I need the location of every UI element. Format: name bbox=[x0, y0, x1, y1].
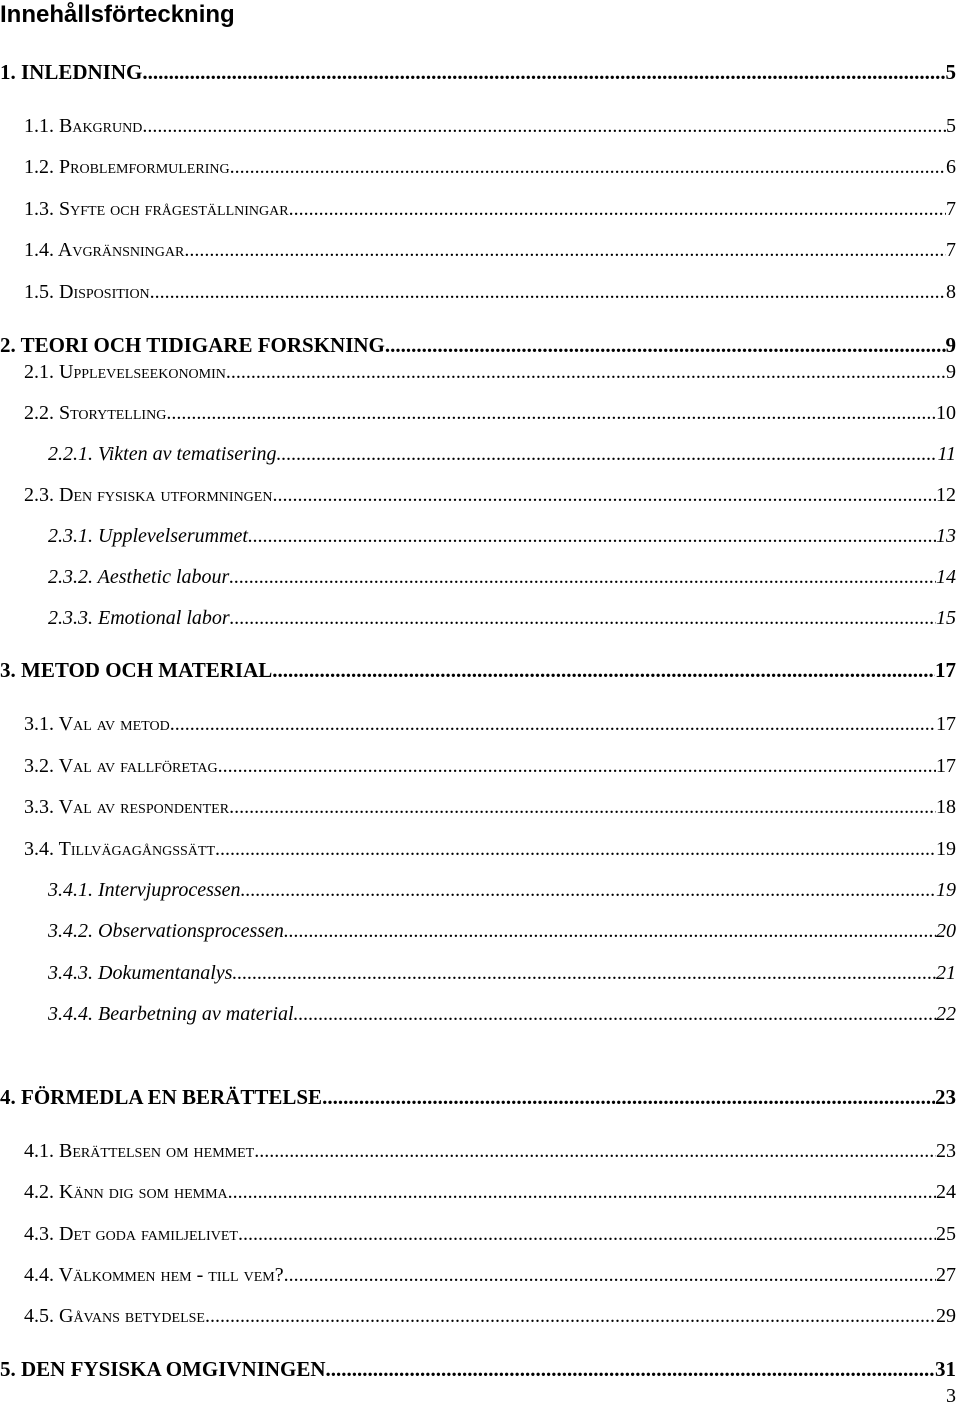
toc-entry-section[interactable] bbox=[24, 1264, 956, 1287]
toc-entry-subsection[interactable] bbox=[48, 607, 956, 630]
toc-entry-page: 29 bbox=[936, 1305, 956, 1327]
toc-entry-section[interactable] bbox=[24, 402, 956, 425]
toc-entry-label: 3.4.1. Intervjuprocessen bbox=[48, 879, 241, 901]
toc-entry-page: 13 bbox=[936, 525, 956, 547]
toc-entry-label: 1.1. Bakgrund bbox=[24, 115, 143, 137]
dot-leader bbox=[228, 1181, 936, 1204]
toc-entry-label: 2.3.3. Emotional labor bbox=[48, 607, 230, 629]
toc-entry-section[interactable] bbox=[24, 755, 956, 778]
toc-entry-label: 4.1. Berättelsen om hemmet bbox=[24, 1140, 255, 1162]
toc-entry-section[interactable] bbox=[24, 198, 956, 221]
dot-leader bbox=[142, 60, 945, 85]
toc-entry-subsection[interactable] bbox=[48, 962, 956, 985]
toc-entry-label: 3.3. Val av respondenter bbox=[24, 796, 230, 818]
dot-leader bbox=[142, 115, 946, 138]
toc-entry-page: 23 bbox=[935, 1085, 956, 1109]
toc-entry-section[interactable] bbox=[24, 1305, 956, 1328]
dot-leader bbox=[241, 879, 936, 902]
toc-entry-section[interactable] bbox=[24, 1181, 956, 1204]
dot-leader bbox=[232, 962, 936, 985]
toc-entry-label: 5. DEN FYSISKA OMGIVNINGEN bbox=[0, 1357, 326, 1381]
toc-entry-label: 1.3. Syfte och frågeställningar bbox=[24, 198, 289, 220]
dot-leader bbox=[226, 361, 946, 384]
toc-entry-label: 3.4.4. Bearbetning av material bbox=[48, 1003, 294, 1025]
toc-entry-page: 22 bbox=[936, 1003, 956, 1025]
toc-entry-page: 5 bbox=[946, 115, 956, 137]
toc-entry-label: 4.3. Det goda familjelivet bbox=[24, 1223, 238, 1245]
toc-entry-page: 21 bbox=[936, 962, 956, 984]
dot-leader bbox=[284, 920, 936, 943]
toc-entry-label: 1. INLEDNING bbox=[0, 60, 143, 84]
toc-entry-label: 3.2. Val av fallföretag bbox=[24, 755, 218, 777]
toc-entry-page: 7 bbox=[946, 198, 956, 220]
toc-entry-section[interactable] bbox=[24, 713, 956, 736]
dot-leader bbox=[289, 198, 946, 221]
toc-entry-chapter[interactable] bbox=[0, 1085, 956, 1110]
toc-entry-page: 7 bbox=[946, 239, 956, 261]
toc-entry-label: 1.5. Disposition bbox=[24, 281, 150, 303]
toc-entry-section[interactable] bbox=[24, 838, 956, 861]
toc-entry-page: 25 bbox=[936, 1223, 956, 1245]
dot-leader bbox=[284, 1264, 936, 1287]
dot-leader bbox=[215, 838, 936, 861]
toc-entry-section[interactable] bbox=[24, 239, 956, 262]
toc-entry-page: 18 bbox=[936, 796, 956, 818]
toc-entry-page: 12 bbox=[936, 484, 956, 506]
toc-entry-section[interactable] bbox=[24, 1140, 956, 1163]
toc-entry-label: 2.2.1. Vikten av tematisering bbox=[48, 443, 277, 465]
dot-leader bbox=[205, 1305, 936, 1328]
toc-entry-label: 2.3. Den fysiska utformningen bbox=[24, 484, 273, 506]
toc-entry-page: 24 bbox=[936, 1181, 956, 1203]
dot-leader bbox=[170, 713, 936, 736]
toc-entry-subsection[interactable] bbox=[48, 920, 956, 943]
toc-entry-label: 1.2. Problemformulering bbox=[24, 156, 230, 178]
page-title: Innehållsförteckning bbox=[0, 1, 235, 28]
toc-entry-page: 11 bbox=[937, 443, 956, 465]
toc-entry-page: 20 bbox=[936, 920, 956, 942]
dot-leader bbox=[326, 1357, 935, 1382]
toc-entry-page: 23 bbox=[936, 1140, 956, 1162]
toc-entry-chapter[interactable] bbox=[0, 333, 956, 358]
toc-entry-label: 3.4.3. Dokumentanalys bbox=[48, 962, 233, 984]
toc-entry-label: 4. FÖRMEDLA EN BERÄTTELSE bbox=[0, 1085, 323, 1109]
toc-entry-page: 27 bbox=[936, 1264, 956, 1286]
toc-entry-section[interactable] bbox=[24, 115, 956, 138]
toc-entry-subsection[interactable] bbox=[48, 525, 956, 548]
toc-entry-chapter[interactable] bbox=[0, 60, 956, 85]
toc-entry-label: 3. METOD OCH MATERIAL bbox=[0, 658, 273, 682]
toc-entry-label: 2. TEORI OCH TIDIGARE FORSKNING bbox=[0, 333, 385, 357]
toc-entry-label: 2.3.2. Aesthetic labour bbox=[48, 566, 230, 588]
toc-entry-label: 2.2. Storytelling bbox=[24, 402, 167, 424]
toc-entry-page: 9 bbox=[945, 333, 956, 357]
dot-leader bbox=[238, 1223, 936, 1246]
dot-leader bbox=[230, 607, 936, 630]
toc-entry-label: 2.1. Upplevelseekonomin bbox=[24, 361, 226, 383]
page-number: 3 bbox=[946, 1385, 956, 1407]
toc-entry-section[interactable] bbox=[24, 361, 956, 384]
toc-entry-section[interactable] bbox=[24, 484, 956, 507]
toc-entry-page: 6 bbox=[946, 156, 956, 178]
toc-entry-label: 4.2. Känn dig som hemma bbox=[24, 1181, 228, 1203]
toc-entry-page: 19 bbox=[936, 879, 956, 901]
dot-leader bbox=[184, 239, 946, 262]
toc-entry-page: 15 bbox=[936, 607, 956, 629]
dot-leader bbox=[150, 281, 946, 304]
toc-entry-label: 4.4. Välkommen hem - till vem? bbox=[24, 1264, 284, 1286]
toc-entry-page: 10 bbox=[936, 402, 956, 424]
toc-entry-page: 17 bbox=[935, 658, 956, 682]
dot-leader bbox=[272, 484, 936, 507]
toc-entry-label: 3.1. Val av metod bbox=[24, 713, 170, 735]
toc-entry-label: 2.3.1. Upplevelserummet bbox=[48, 525, 248, 547]
dot-leader bbox=[248, 525, 936, 548]
dot-leader bbox=[254, 1140, 936, 1163]
toc-entry-label: 1.4. Avgränsningar bbox=[24, 239, 185, 261]
toc-entry-page: 9 bbox=[946, 361, 956, 383]
toc-entry-section[interactable] bbox=[24, 796, 956, 819]
toc-entry-page: 5 bbox=[945, 60, 956, 84]
toc-entry-page: 31 bbox=[935, 1357, 956, 1381]
dot-leader bbox=[276, 443, 937, 466]
toc-entry-section[interactable] bbox=[24, 281, 956, 304]
toc-entry-label: 4.5. Gåvans betydelse bbox=[24, 1305, 205, 1327]
dot-leader bbox=[218, 755, 936, 778]
toc-entry-subsection[interactable] bbox=[48, 1003, 956, 1026]
toc-entry-label: 3.4.2. Observationsprocessen bbox=[48, 920, 284, 942]
toc-entry-section[interactable] bbox=[24, 156, 956, 179]
dot-leader bbox=[230, 156, 946, 179]
toc-entry-subsection[interactable] bbox=[48, 566, 956, 589]
toc-entry-page: 19 bbox=[936, 838, 956, 860]
toc-entry-page: 17 bbox=[936, 713, 956, 735]
toc-entry-section[interactable] bbox=[24, 1223, 956, 1246]
dot-leader bbox=[166, 402, 936, 425]
toc-entry-page: 17 bbox=[936, 755, 956, 777]
toc-entry-page: 14 bbox=[936, 566, 956, 588]
toc-entry-chapter[interactable] bbox=[0, 1357, 956, 1382]
toc-entry-subsection[interactable] bbox=[48, 443, 956, 466]
toc-entry-subsection[interactable] bbox=[48, 879, 956, 902]
dot-leader bbox=[229, 566, 936, 589]
dot-leader bbox=[294, 1003, 936, 1026]
dot-leader bbox=[229, 796, 936, 819]
toc-entry-page: 8 bbox=[946, 281, 956, 303]
dot-leader bbox=[322, 1085, 935, 1110]
dot-leader bbox=[272, 658, 935, 683]
toc-entry-chapter[interactable] bbox=[0, 658, 956, 683]
dot-leader bbox=[385, 333, 946, 358]
toc-entry-label: 3.4. Tillvägagångssätt bbox=[24, 838, 216, 860]
